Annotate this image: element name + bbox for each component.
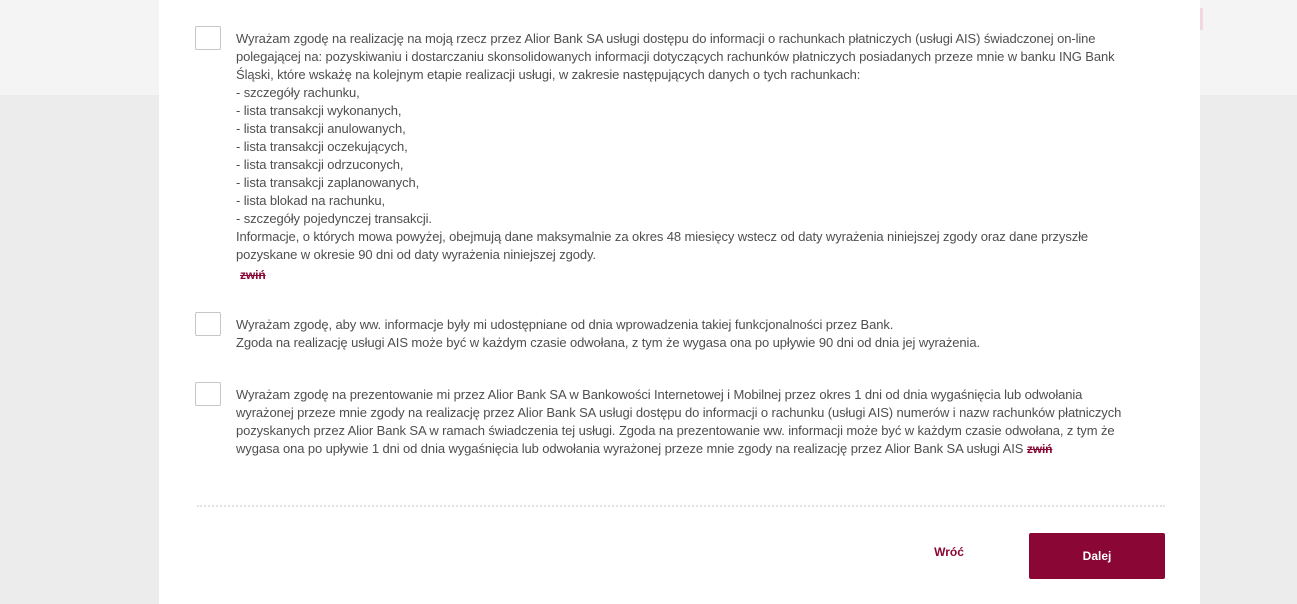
consent-future-text bbox=[236, 316, 1166, 352]
consent-ais-line: - lista blokad na rachunku, bbox=[236, 193, 386, 208]
consent-presentation-line: Wyrażam zgodę na prezentowanie mi przez Alior Bank SA w Bankowości Internetowej i Mobilnej przez okres 1 dni od dnia wygaśnięcia lub odwołania bbox=[236, 387, 1083, 402]
consent-future-line: Zgoda na realizację usługi AIS może być w każdym czasie odwołana, z tym że wygasa ona po upływie 90 dni od dnia jej wyrażenia. bbox=[236, 335, 980, 350]
consent-ais-line: - szczegóły rachunku, bbox=[236, 85, 360, 100]
consent-ais-checkbox[interactable] bbox=[195, 26, 221, 50]
consent-future-line: Wyrażam zgodę, aby ww. informacje były mi udostępniane od dnia wprowadzenia takiej funkcjonalności przez Bank. bbox=[236, 317, 894, 332]
consent-presentation-line bbox=[236, 440, 1166, 458]
consent-ais-line: pozyskane w okresie 90 dni od daty wyrażenia niniejszej zgody. bbox=[236, 247, 596, 262]
next-button-label: Dalej bbox=[1082, 549, 1112, 563]
consent-ais-line: - lista transakcji odrzuconych, bbox=[236, 157, 404, 172]
scroll-indicator bbox=[1200, 8, 1203, 30]
consent-presentation-line: wyrażonej przeze mnie zgody na realizację przez Alior Bank SA usługi dostępu do informacji o rachunku (usługi AIS) numerów i nazw rachunków płatniczych bbox=[236, 405, 1122, 420]
consent-ais-text bbox=[236, 30, 1166, 284]
consent-ais-line: Śląski, które wskażę na kolejnym etapie realizacji usługi, w zakresie następujących danych o tych rachunkach: bbox=[236, 67, 861, 82]
consent-presentation-line-text: wygasa ona po upływie 1 dni od dnia wygaśnięcia lub odwołania wyrażonej przeze mnie zgody na realizację przez Alior Bank SA usługi AIS bbox=[236, 441, 1024, 456]
consent-future-checkbox[interactable] bbox=[195, 312, 221, 336]
consent-ais-line: polegającej na: pozyskiwaniu i dostarczaniu skonsolidowanych informacji dotyczących rachunków płatniczych posiadanych przeze mnie w banku ING Bank bbox=[236, 49, 1115, 64]
consent-modal bbox=[159, 0, 1200, 604]
consent-ais-line: - szczegóły pojedynczej transakcji. bbox=[236, 211, 432, 226]
consent-presentation-text bbox=[236, 386, 1166, 458]
consent-ais-line: - lista transakcji anulowanych, bbox=[236, 121, 406, 136]
next-button[interactable] bbox=[1029, 533, 1165, 579]
consent-ais-line: - lista transakcji wykonanych, bbox=[236, 103, 402, 118]
footer-divider bbox=[197, 505, 1165, 507]
consent-ais-line: Informacje, o których mowa powyżej, obejmują dane maksymalnie za okres 48 miesięcy wstecz od daty wyrażenia niniejszej zgody oraz dane przyszłe bbox=[236, 229, 1089, 244]
consent-ais-line: - lista transakcji zaplanowanych, bbox=[236, 175, 420, 190]
consent-ais-line: - lista transakcji oczekujących, bbox=[236, 139, 408, 154]
back-button[interactable]: Wróć bbox=[934, 545, 964, 559]
consent-ais-collapse-link[interactable]: zwiń bbox=[240, 268, 266, 282]
consent-ais-line: Wyrażam zgodę na realizację na moją rzecz przez Alior Bank SA usługi dostępu do informacji o rachunkach płatniczych (usługi AIS) świadczonej on-line bbox=[236, 31, 1096, 46]
consent-presentation-collapse-link[interactable]: zwiń bbox=[1026, 442, 1053, 456]
consent-presentation-checkbox[interactable] bbox=[195, 382, 221, 406]
consent-presentation-line: pozyskanych przez Alior Bank SA w ramach świadczenia tej usługi. Zgoda na prezentowanie ww. informacji może być w każdym czasie odwołana, z tym że bbox=[236, 423, 1115, 438]
